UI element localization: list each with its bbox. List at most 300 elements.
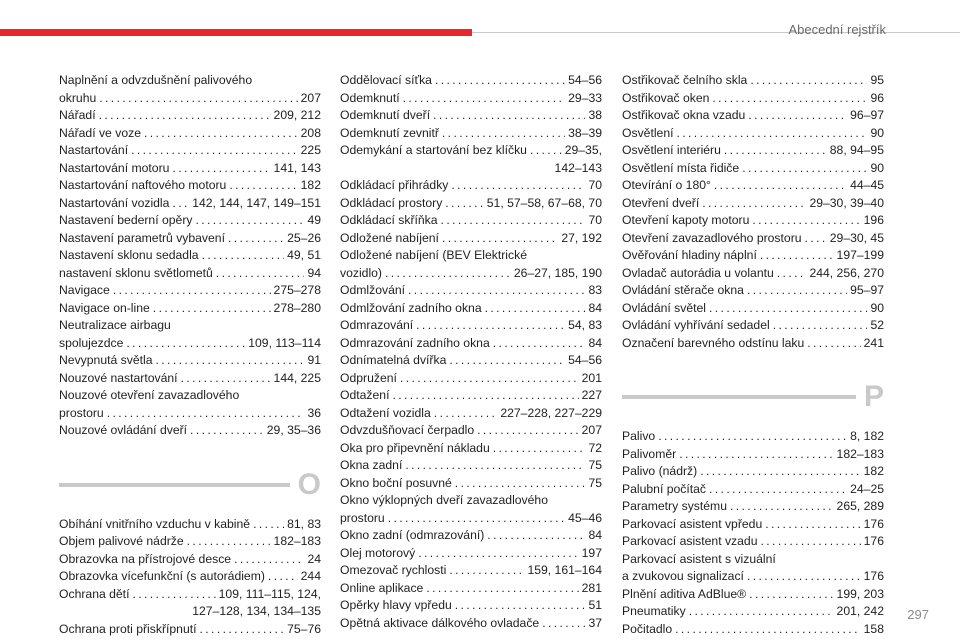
index-entry-line — [622, 498, 884, 516]
index-entry — [59, 282, 321, 300]
index-entry-term: Nouzové ovládání dveří — [59, 423, 188, 437]
index-entry-pages: 83 — [588, 283, 602, 297]
index-entry-pages: 201, 242 — [836, 604, 884, 618]
index-entry — [59, 352, 321, 370]
dot-leader — [253, 516, 284, 534]
index-entry-term: Palivo (nádrž) — [622, 464, 698, 478]
index-entry — [622, 230, 884, 248]
dot-leader — [187, 533, 271, 551]
index-entry — [622, 177, 884, 195]
index-entry — [59, 586, 321, 621]
index-entry — [340, 387, 602, 405]
index-entry-line — [622, 195, 884, 213]
index-entry-line — [622, 212, 884, 230]
index-entry-term: spolujezdce — [59, 335, 124, 350]
index-entry-pages: 144, 225 — [273, 370, 321, 385]
index-entry — [622, 481, 884, 499]
index-entry-term: Opěrky hlavy vpředu — [340, 598, 452, 612]
index-entry-pages: 182 — [863, 464, 884, 478]
index-entry — [59, 300, 321, 318]
index-column-2 — [340, 72, 602, 632]
index-entry-pages: 51, 57–58, 67–68, 70 — [486, 195, 602, 210]
index-entry — [622, 247, 884, 265]
index-entry — [622, 428, 884, 446]
index-entry-term: Otevření dveří — [622, 195, 700, 210]
dot-leader — [416, 317, 565, 335]
index-entry — [622, 265, 884, 283]
index-entry-pages: 90 — [870, 160, 884, 175]
index-entry-line — [59, 352, 321, 370]
index-entry-pages: 281 — [581, 580, 602, 595]
index-entry-line — [622, 586, 884, 604]
index-entry-term: Osvětlení místa řidiče — [622, 160, 740, 175]
index-entry-line — [340, 72, 602, 90]
index-column-1 — [59, 72, 321, 638]
index-entry — [340, 212, 602, 230]
section-letter: P — [863, 380, 884, 413]
index-entry-term: Odkládací prostory — [340, 195, 443, 210]
header-title: Abecední rejstřík — [788, 22, 886, 37]
index-entry-pages: 29–30, 45 — [829, 230, 884, 245]
index-entry-line — [59, 516, 321, 534]
index-column-3 — [622, 72, 884, 638]
dot-leader — [433, 107, 585, 125]
dot-leader — [405, 457, 585, 475]
index-entry — [340, 125, 602, 143]
index-entry-line — [59, 107, 321, 125]
index-entry-term: Ovladač autorádia u volantu — [622, 265, 774, 280]
dot-leader — [714, 177, 847, 195]
index-entry-line — [622, 265, 884, 283]
index-entry-pages: 27, 192 — [561, 230, 602, 245]
dot-leader — [724, 142, 827, 160]
index-entry-term: Osvětlení interiéru — [622, 143, 721, 157]
dot-leader — [131, 142, 298, 160]
index-entry-line — [622, 72, 884, 90]
index-entry-line — [340, 317, 602, 335]
index-entry — [59, 387, 321, 422]
index-entry-term: Ochrana dětí — [59, 586, 130, 601]
dot-leader — [493, 440, 586, 458]
index-entry-term: Odmrazování zadního okna — [340, 335, 490, 350]
index-entry-line — [340, 107, 602, 125]
index-entry-term: Odemknutí — [340, 90, 400, 105]
dot-leader — [477, 422, 579, 440]
index-entry-term-line: Parkovací asistent s vizuální — [622, 551, 776, 566]
dot-leader — [747, 568, 861, 586]
index-entry-term: Odtažení — [340, 388, 390, 402]
dot-leader — [418, 545, 578, 563]
dot-leader — [216, 265, 305, 283]
index-entry-line — [59, 405, 321, 423]
index-entry-pages: 90 — [870, 300, 884, 315]
index-entry-pages: 54–56 — [568, 73, 602, 87]
dot-leader — [408, 282, 585, 300]
index-entry-pages: 54–56 — [568, 353, 602, 367]
dot-leader — [730, 498, 834, 516]
index-entry-pages: 159, 161–164 — [527, 563, 602, 577]
index-entry-line — [340, 510, 602, 528]
dot-leader — [234, 551, 304, 569]
index-entry-pages: 182–183 — [273, 534, 321, 548]
index-entry-pages: 52 — [870, 318, 884, 332]
dot-leader — [426, 580, 578, 598]
index-entry-pages: 84 — [588, 335, 602, 350]
index-entry-line — [59, 335, 321, 353]
index-entry-line — [622, 446, 884, 464]
index-entry-line — [59, 422, 321, 440]
index-entry-line — [622, 282, 884, 300]
index-entry-term: Odnímatelná dvířka — [340, 353, 447, 367]
index-entry-term: Nastavení sklonu sedadla — [59, 248, 199, 262]
index-entry-pages: 241 — [863, 335, 884, 350]
index-entry-line — [59, 90, 321, 108]
index-entry-term: Otevření zavazadlového prostoru — [622, 230, 802, 245]
index-entry-pages: 176 — [863, 534, 884, 548]
dot-leader — [99, 107, 271, 125]
index-entry-term: Odmlžování — [340, 283, 406, 297]
dot-leader — [485, 300, 586, 318]
dot-leader — [172, 160, 270, 178]
header-rule — [472, 32, 960, 33]
index-entry — [59, 195, 321, 213]
dot-leader — [441, 212, 586, 230]
index-entry-term: Odtažení vozidla — [340, 405, 431, 420]
index-entry-pages: 24–25 — [850, 481, 884, 496]
index-entry — [340, 142, 602, 177]
index-entry — [622, 463, 884, 481]
dot-leader — [156, 352, 305, 370]
index-entry-term: Oka pro připevnění nákladu — [340, 440, 490, 455]
index-entry-pages: 72 — [588, 440, 602, 455]
index-entry-line — [59, 177, 321, 195]
index-entry-pages: 70 — [588, 213, 602, 227]
index-entry-pages: 109, 111–115, 124, — [218, 586, 321, 601]
index-entry-term: Otevření kapoty motoru — [622, 213, 750, 227]
index-entry-pages: 109, 113–114 — [248, 335, 321, 350]
index-entry-term: Počitadlo — [622, 621, 673, 636]
index-entry — [622, 72, 884, 90]
index-entry — [340, 300, 602, 318]
index-entry — [622, 335, 884, 353]
dot-leader — [765, 516, 860, 534]
index-entry-term: Osvětlení — [622, 125, 674, 140]
letter-heading — [622, 382, 884, 412]
index-entry-term: Parkovací asistent vzadu — [622, 534, 758, 548]
dot-leader — [228, 230, 284, 248]
index-entry — [622, 317, 884, 335]
index-entry-pages: 265, 289 — [836, 499, 884, 513]
dot-leader — [675, 621, 861, 639]
index-entry-term: Odpružení — [340, 370, 397, 385]
index-entry-term: Ovládání vyhřívání sedadel — [622, 318, 770, 332]
index-entry-pages: 196 — [863, 213, 884, 227]
index-entry-line — [59, 533, 321, 551]
index-entry — [622, 107, 884, 125]
index-entry-line — [340, 265, 602, 283]
index-entry — [59, 370, 321, 388]
index-entry-term: Ovládání světel — [622, 300, 707, 315]
index-entry — [340, 195, 602, 213]
dot-leader — [679, 446, 833, 464]
index-entry-line — [59, 230, 321, 248]
index-entry-pages: 207 — [581, 423, 602, 437]
dot-leader — [752, 212, 860, 230]
index-entry-term-line: Neutralizace airbagu — [59, 318, 171, 332]
index-entry-term: prostoru — [59, 405, 104, 420]
dot-leader — [805, 230, 827, 248]
dot-leader — [747, 282, 847, 300]
index-entry-pages: 197 — [581, 545, 602, 560]
dot-leader — [700, 463, 860, 481]
index-entry — [59, 568, 321, 586]
index-entry-line — [622, 247, 884, 265]
index-entry-term: Palivo — [622, 429, 656, 443]
dot-leader — [761, 533, 861, 551]
index-entry-pages: 278–280 — [273, 300, 321, 315]
index-entry-term: Nastavení parametrů vybavení — [59, 230, 225, 245]
index-entry-term: Obrazovka vícefunkční (s autorádiem) — [59, 569, 265, 583]
index-entry — [340, 405, 602, 423]
index-entry-line — [340, 615, 602, 633]
index-entry-pages: 70 — [588, 178, 602, 192]
index-entry-line — [340, 440, 602, 458]
index-entry-pages: 94 — [307, 265, 321, 280]
dot-leader — [760, 247, 834, 265]
index-entry-term: Opětná aktivace dálkového ovladače — [340, 615, 540, 630]
index-entry — [340, 422, 602, 440]
index-entry — [622, 586, 884, 604]
index-entry-line — [622, 142, 884, 160]
index-entry-term-line: Okno výklopných dveří zavazadlového — [340, 493, 548, 507]
index-entry-line — [59, 160, 321, 178]
index-entry-line — [340, 370, 602, 388]
index-entry-line — [340, 527, 602, 545]
index-entry-pages: 75–76 — [287, 621, 321, 636]
index-entry-pages: 45–46 — [568, 510, 602, 525]
index-entry-line — [340, 545, 602, 563]
index-entry — [622, 160, 884, 178]
index-entry-term: Oddělovací síťka — [340, 73, 432, 87]
index-entry-pages: 49 — [307, 213, 321, 227]
index-entry-pages: 25–26 — [287, 230, 321, 245]
dot-leader — [742, 160, 867, 178]
dot-leader — [445, 195, 483, 213]
index-entry-pages: 141, 143 — [273, 160, 321, 175]
index-entry-line — [622, 603, 884, 621]
index-entry-line — [59, 300, 321, 318]
dot-leader — [442, 125, 565, 143]
index-entry-term: Odkládací skříňka — [340, 213, 438, 227]
index-entry-term: Okna zadní — [340, 458, 403, 472]
index-entry-term: Omezovač rychlosti — [340, 563, 447, 577]
index-entry-line — [622, 90, 884, 108]
index-entry-pages: 38–39 — [568, 125, 602, 140]
index-entry-pages: 44–45 — [850, 178, 884, 192]
index-entry-term: Parkovací asistent vpředu — [622, 516, 763, 531]
index-entry — [340, 247, 602, 282]
index-entry-term: Označení barevného odstínu laku — [622, 335, 805, 350]
dot-leader — [107, 405, 305, 423]
dot-leader — [451, 177, 585, 195]
index-entry-term: Ovládání stěrače okna — [622, 283, 744, 297]
index-entry-pages: 95 — [870, 73, 884, 87]
dot-leader — [434, 405, 498, 423]
index-entry-term: Nastartování — [59, 143, 129, 157]
index-entry-line — [340, 562, 602, 580]
index-entry — [622, 90, 884, 108]
index-entry-term: vozidlo) — [340, 265, 382, 280]
index-entry — [622, 498, 884, 516]
index-entry-pages-continued: 142–143 — [554, 160, 602, 175]
index-entry-line — [340, 580, 602, 598]
dot-leader — [658, 428, 847, 446]
index-entry-line — [340, 475, 602, 493]
index-entry-pages: 95–97 — [850, 283, 884, 297]
index-entry-term: Nastavení bederní opěry — [59, 213, 193, 227]
index-entry-pages-continued: 127–128, 134, 134–135 — [192, 604, 321, 618]
dot-leader — [712, 90, 867, 108]
index-entry — [622, 516, 884, 534]
index-entry-term: Nastartování vozidla — [59, 195, 170, 210]
index-entry — [340, 580, 602, 598]
index-entry-pages: 36 — [307, 405, 321, 420]
index-entry — [622, 603, 884, 621]
index-entry — [59, 72, 321, 107]
index-entry — [622, 195, 884, 213]
dot-leader — [777, 265, 807, 283]
index-entry — [340, 370, 602, 388]
index-entry-pages: 81, 83 — [287, 516, 321, 531]
index-entry-term-line: Naplnění a odvzdušnění palivového — [59, 73, 253, 87]
index-entry — [59, 516, 321, 534]
dot-leader — [144, 125, 298, 143]
index-entry — [59, 107, 321, 125]
index-entry-pages: 227 — [581, 388, 602, 402]
index-entry-pages: 275–278 — [273, 283, 321, 297]
index-entry-term: Odemknutí dveří — [340, 108, 431, 122]
index-entry-pages: 37 — [588, 615, 602, 630]
index-entry — [340, 230, 602, 248]
index-entry — [59, 125, 321, 143]
index-entry-term: Olej motorový — [340, 545, 416, 560]
header-accent-bar — [0, 29, 472, 36]
index-entry — [59, 533, 321, 551]
dot-leader — [99, 90, 297, 108]
index-entry-line — [622, 428, 884, 446]
dot-leader — [200, 621, 285, 639]
dot-leader — [388, 510, 565, 528]
index-entry-line — [340, 282, 602, 300]
index-entry-term: a zvukovou signalizací — [622, 569, 744, 583]
letter-rule — [622, 395, 856, 399]
index-entry — [622, 142, 884, 160]
dot-leader — [268, 568, 298, 586]
index-entry — [622, 282, 884, 300]
index-entry-pages: 208 — [300, 125, 321, 140]
index-entry — [340, 527, 602, 545]
index-entry-term: Navigace — [59, 283, 110, 297]
index-entry-line — [340, 142, 602, 160]
index-entry-pages: 199, 203 — [836, 586, 884, 601]
index-entry-line — [622, 621, 884, 639]
index-entry-line — [622, 481, 884, 499]
dot-leader — [807, 335, 860, 353]
index-entry-term: prostoru — [340, 510, 385, 525]
index-entry-term: Ověřování hladiny náplní — [622, 248, 757, 262]
index-entry-pages: 176 — [863, 516, 884, 531]
index-entry-pages: 197–199 — [836, 248, 884, 262]
index-entry-pages: 29–35, — [564, 143, 602, 157]
index-entry-pages: 201 — [581, 370, 602, 385]
index-entry-pages: 158 — [863, 621, 884, 636]
index-entry-term: Okno boční posuvné — [340, 475, 452, 490]
index-entry-term: nastavení sklonu světlometů — [59, 265, 213, 280]
index-entry-pages: 142, 144, 147, 149–151 — [192, 195, 321, 210]
index-entry-term: Palivoměr — [622, 446, 677, 461]
index-entry-term: Nevypnutá světla — [59, 353, 153, 367]
index-entry-term: Otevírání o 180° — [622, 178, 711, 192]
index-entry-term: Nouzové nastartování — [59, 370, 178, 385]
index-entry-line — [59, 586, 321, 604]
index-entry-term: Odmrazování — [340, 318, 414, 332]
index-entry-term: Ostřikovač čelního skla — [622, 73, 748, 87]
index-entry-line — [622, 516, 884, 534]
dot-leader — [392, 387, 578, 405]
dot-leader — [689, 603, 834, 621]
index-entry — [622, 621, 884, 639]
index-entry-line — [340, 212, 602, 230]
index-entry-pages: 29–33 — [568, 90, 602, 105]
index-entry-pages: 29–30, 39–40 — [809, 195, 884, 210]
index-entry-pages: 29, 35–36 — [266, 423, 321, 437]
index-entry — [340, 545, 602, 563]
index-entry-line — [59, 568, 321, 586]
index-entry — [340, 72, 602, 90]
index-entry-pages: 244, 256, 270 — [809, 265, 884, 280]
dot-leader — [748, 107, 847, 125]
index-entry-term: Objem palivové nádrže — [59, 534, 184, 548]
dot-leader — [172, 195, 189, 213]
dot-leader — [487, 527, 585, 545]
index-entry-pages: 49, 51 — [287, 248, 321, 262]
index-entry-term: Obíhání vnitřního vzduchu v kabině — [59, 516, 251, 531]
index-entry-line — [622, 317, 884, 335]
index-entry-line — [59, 212, 321, 230]
index-entry-line — [340, 352, 602, 370]
dot-leader — [435, 72, 565, 90]
index-entry-line — [340, 597, 602, 615]
index-entry — [622, 446, 884, 464]
index-entry-line — [340, 335, 602, 353]
index-entry — [59, 551, 321, 569]
index-entry-term: Palubní počítač — [622, 481, 707, 496]
index-entry-line — [622, 300, 884, 318]
index-entry — [622, 300, 884, 318]
index-entry-term: Okno zadní (odmrazování) — [340, 528, 485, 542]
index-entry-line — [622, 533, 884, 551]
index-entry — [59, 265, 321, 283]
index-entry-term: okruhu — [59, 90, 97, 105]
index-entry — [59, 142, 321, 160]
index-entry — [340, 282, 602, 300]
index-entry-term: Plnění aditiva AdBlue® — [622, 586, 747, 601]
index-entry — [340, 562, 602, 580]
index-entry — [340, 177, 602, 195]
index-entry-pages: 209, 212 — [273, 108, 321, 122]
index-entry — [340, 90, 602, 108]
dot-leader — [773, 317, 868, 335]
